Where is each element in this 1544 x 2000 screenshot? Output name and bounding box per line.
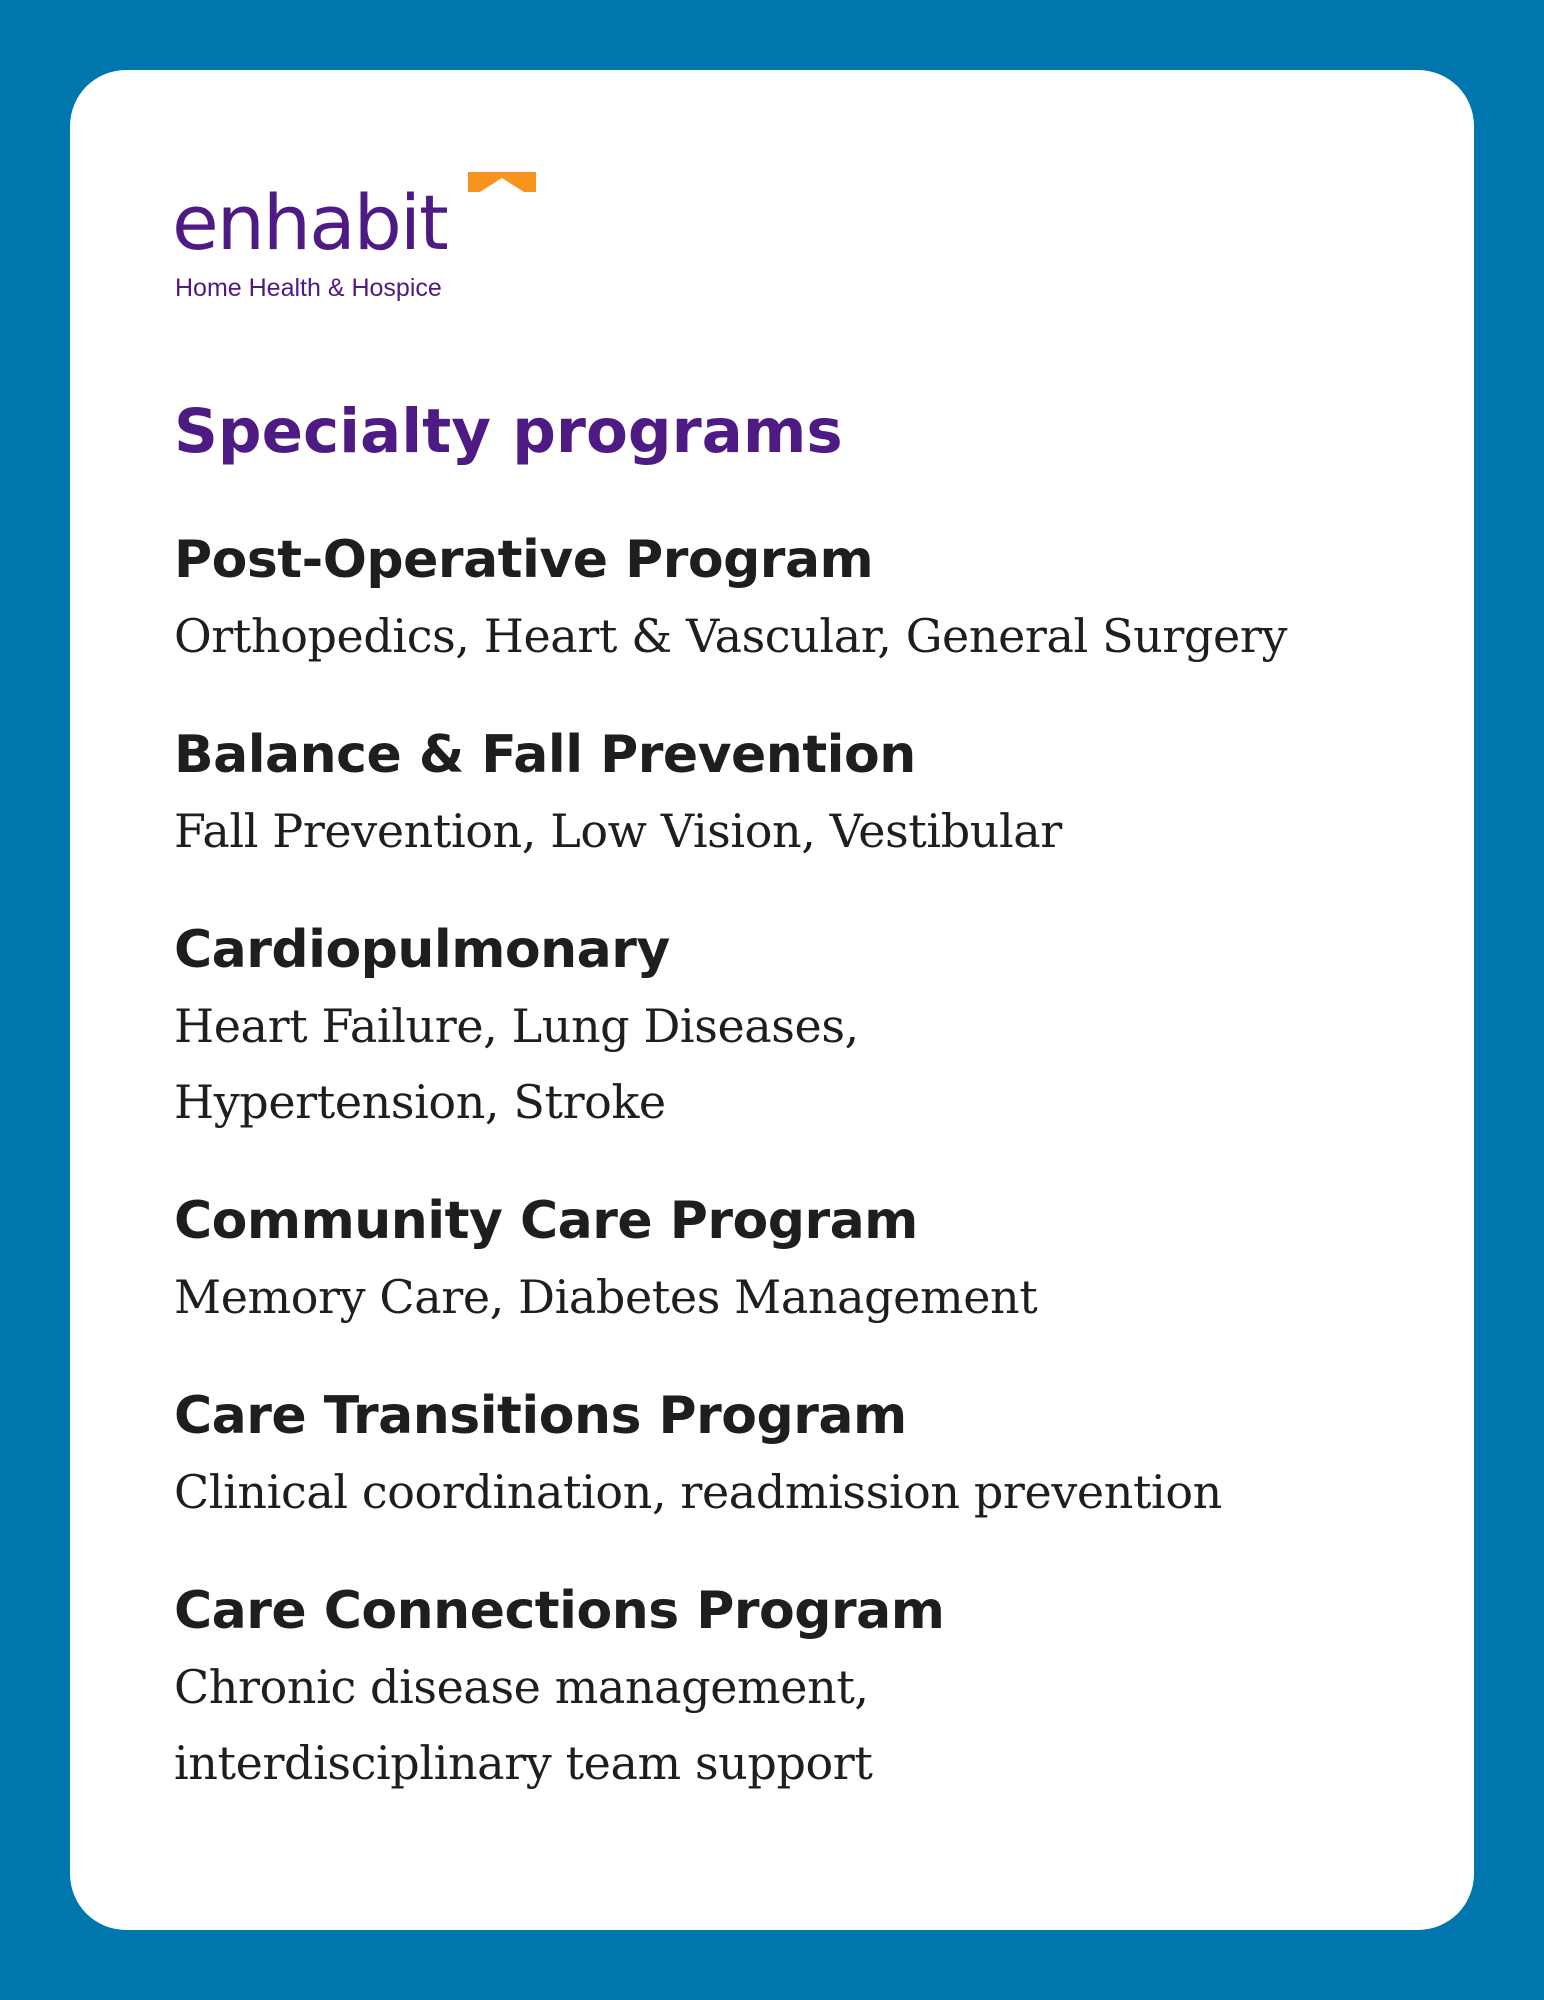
program-item xyxy=(174,717,1444,869)
program-name: Community Care Program xyxy=(174,1191,918,1251)
program-name: Cardiopulmonary xyxy=(174,920,670,980)
program-description: Fall Prevention, Low Vision, Vestibular xyxy=(174,804,1062,858)
program-description: Orthopedics, Heart & Vascular, General Surgery xyxy=(174,609,1288,663)
house-roof-icon xyxy=(468,172,536,192)
program-item xyxy=(174,1378,1444,1530)
program-list xyxy=(174,522,1444,1844)
section-title: Specialty programs xyxy=(174,396,843,467)
program-description: Memory Care, Diabetes Management xyxy=(174,1270,1038,1324)
program-description: Chronic disease management, interdisciplinary team support xyxy=(174,1660,873,1790)
program-item xyxy=(174,912,954,1140)
content-card xyxy=(70,70,1474,1930)
program-item xyxy=(174,522,1444,674)
program-name: Care Transitions Program xyxy=(174,1386,907,1446)
program-name: Post-Operative Program xyxy=(174,530,874,590)
logo-tagline: Home Health & Hospice xyxy=(175,274,442,302)
program-description: Heart Failure, Lung Diseases, Hypertension, Stroke xyxy=(174,999,859,1129)
program-item xyxy=(174,1183,1444,1335)
logo-wordmark: enhabit xyxy=(172,178,447,267)
enhabit-logo xyxy=(172,170,532,330)
program-name: Care Connections Program xyxy=(174,1581,945,1641)
program-name: Balance & Fall Prevention xyxy=(174,725,916,785)
program-description: Clinical coordination, readmission prevention xyxy=(174,1465,1222,1519)
program-item xyxy=(174,1573,994,1801)
